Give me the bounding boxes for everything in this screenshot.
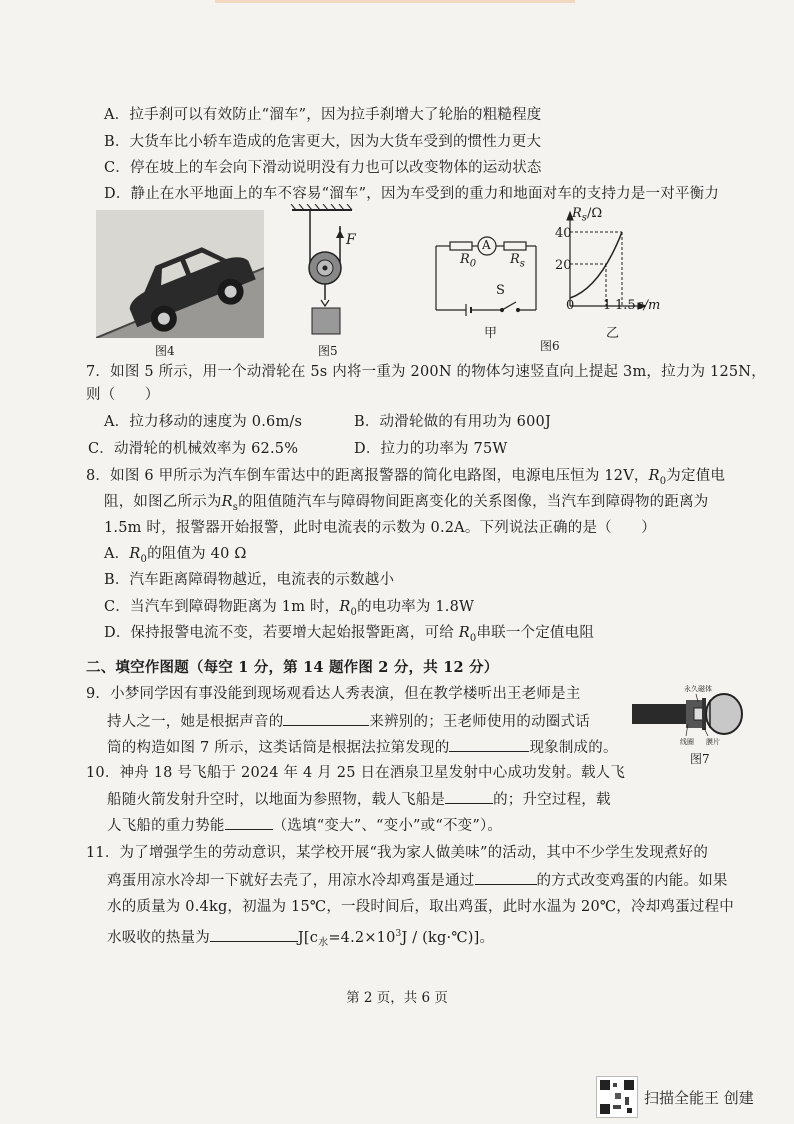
q7-option-c: C．动滑轮的机械效率为 62.5% [88, 441, 299, 457]
qr-logo-icon [596, 1076, 638, 1118]
figure-7-microphone [626, 690, 746, 744]
q11-line1: 11．为了增强学生的劳动意识，某学校开展“我为家人做美味”的活动，其中不少学生发现煮好的 [86, 845, 709, 861]
q10-line2: 船随火箭发射升空时，以地面为参照物，载人飞船是 的；升空过程，载 [107, 789, 611, 810]
fig7-label-coil: 线圈 [680, 738, 694, 746]
q9-blank-2[interactable] [449, 737, 529, 752]
ammeter-label: A [482, 238, 491, 252]
q7-option-a: A．拉力移动的速度为 0.6m/s [104, 414, 303, 430]
figure-7-caption: 图7 [690, 752, 710, 766]
graph-y-label: $R_s/\Omega$ [572, 206, 603, 224]
q7-option-d: D．拉力的功率为 75W [354, 441, 508, 457]
graph-ytick-40: 40 [555, 226, 572, 241]
graph-xtick-0: 0 [566, 298, 575, 313]
q6-option-b: B．大货车比小轿车造成的危害更大，因为大货车受到的惯性力更大 [104, 134, 542, 150]
watermark-text: 扫描全能王 创建 [644, 1088, 754, 1107]
scanner-watermark [596, 1076, 754, 1118]
q10-line1: 10．神舟 18 号飞船于 2024 年 4 月 25 日在酒泉卫星发射中心成功发射。载人飞 [86, 765, 626, 781]
q8-option-b: B．汽车距离障碍物越近，电流表的示数越小 [104, 572, 395, 588]
q11-line2: 鸡蛋用凉水冷却一下就好去壳了，用凉水冷却鸡蛋是通过 的方式改变鸡蛋的内能。如果 [107, 870, 728, 891]
q10-blank-1[interactable] [445, 789, 493, 804]
rs-label: $R_s$ [510, 252, 525, 270]
q9-blank-1[interactable] [283, 711, 369, 726]
graph-ytick-20: 20 [555, 258, 572, 273]
r0-label: $R_0$ [460, 252, 477, 270]
graph-x-unit: s/m [637, 298, 661, 313]
figure-5-caption: 图5 [318, 344, 338, 358]
figure-5-force-label: F [346, 232, 356, 248]
q11-blank-2[interactable] [210, 927, 298, 942]
page-number: 第 2 页，共 6 页 [346, 990, 448, 1006]
switch-label: S [496, 283, 505, 298]
fig7-label-diaphragm: 膜片 [706, 738, 720, 746]
figure-4-car-on-slope [96, 210, 264, 338]
q8-stem-line3: 1.5m 时，报警器开始报警，此时电流表的示数为 0.2A。下列说法正确的是（ ） [104, 520, 656, 536]
figure-4-caption: 图4 [155, 344, 175, 358]
q11-blank-1[interactable] [475, 870, 537, 885]
q9-line2: 持人之一，她是根据声音的 来辨别的；王老师使用的动圈式话 [107, 711, 590, 732]
q9-line3: 筒的构造如图 7 所示，这类话筒是根据法拉第发现的 现象制成的。 [107, 737, 618, 758]
graph-xtick-1: 1 [603, 298, 612, 313]
q7-option-b: B．动滑轮做的有用功为 600J [354, 414, 551, 430]
section-2-heading: 二、填空作图题（每空 1 分，第 14 题作图 2 分，共 12 分） [86, 659, 499, 676]
graph-xtick-1-5: 1.5 [615, 298, 636, 313]
q8-stem-line1: 8．如图 6 甲所示为汽车倒车雷达中的距离报警器的简化电路图，电源电压恒为 12V，$R_0$为定值电 [86, 468, 726, 487]
q9-line1: 9．小梦同学因有事没能到现场观看达人秀表演，但在教学楼听出王老师是主 [86, 686, 581, 702]
q10-line3: 人飞船的重力势能 （选填“变大”、“变小”或“不变”）。 [107, 815, 502, 836]
q7-stem-line1: 7．如图 5 所示，用一个动滑轮在 5s 内将一重为 200N 的物体匀速竖直向上提起 3m，拉力为 125N， [86, 364, 766, 380]
fig7-label-magnet: 永久磁体 [684, 685, 712, 693]
q10-blank-2[interactable] [225, 815, 273, 830]
q11-line4: 水吸收的热量为 $J[c_水=4.2\times 10^3J$ / (kg·℃)]。 [107, 924, 494, 954]
scan-edge [215, 0, 575, 3]
q7-stem-line2: 则（ ） [86, 387, 160, 403]
figure-5-pulley [288, 204, 378, 338]
figure-6-jia-label: 甲 [484, 326, 498, 341]
figure-6-caption: 图6 [540, 339, 560, 353]
q8-option-c: C．当汽车到障碍物距离为 1m 时，$R_0$的电功率为 1.8W [104, 599, 475, 618]
figure-6-yi-label: 乙 [606, 326, 620, 341]
q8-option-d: D．保持报警电流不变，若要增大起始报警距离，可给 $R_0$串联一个定值电阻 [104, 625, 595, 644]
q8-option-a: A．$R_0$的阻值为 40 Ω [104, 546, 247, 565]
q6-option-a: A．拉手刹可以有效防止“溜车”，因为拉手刹增大了轮胎的粗糙程度 [104, 107, 542, 123]
q8-stem-line2: 阻，如图乙所示为$R_s$的阻值随汽车与障碍物间距离变化的关系图像，当汽车到障碍物的距离为 [104, 494, 709, 513]
q6-option-d: D．静止在水平地面上的车不容易“溜车”，因为车受到的重力和地面对车的支持力是一对平衡力 [104, 186, 720, 202]
q11-line3: 水的质量为 0.4kg，初温为 15℃，一段时间后，取出鸡蛋，此时水温为 20℃，冷却鸡蛋过程中 [107, 899, 734, 915]
q6-option-c: C．停在坡上的车会向下滑动说明没有力也可以改变物体的运动状态 [104, 160, 542, 176]
